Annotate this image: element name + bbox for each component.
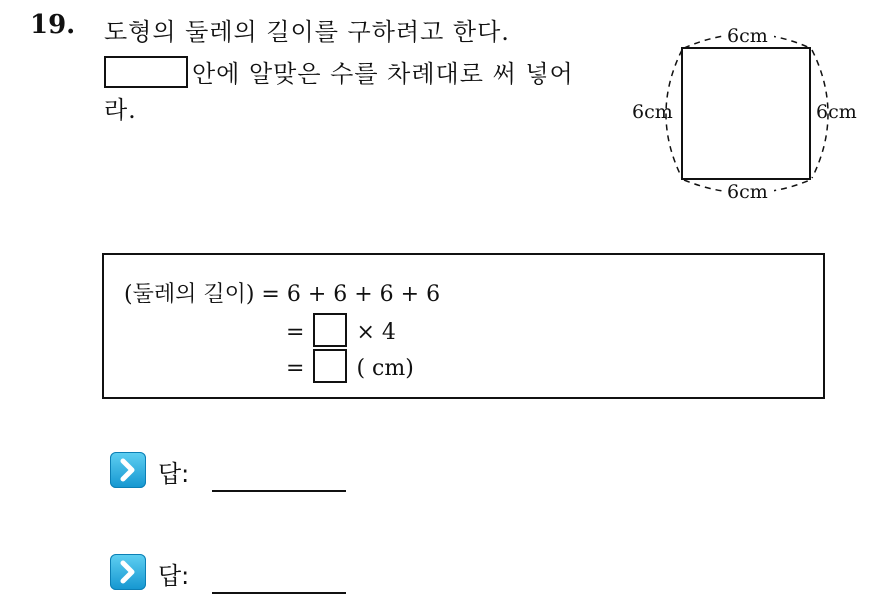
inline-blank-box	[104, 56, 188, 88]
chevron-right-icon	[110, 452, 146, 488]
unit-cm: ( cm)	[356, 356, 414, 381]
bottom-side-label: 6cm	[727, 181, 768, 203]
square-figure	[628, 14, 868, 204]
answer-label: 답:	[158, 562, 190, 590]
top-side-label: 6cm	[727, 25, 768, 47]
chevron-right-icon	[110, 554, 146, 590]
equals-sign: =	[286, 356, 305, 381]
question-number: 19.	[30, 10, 76, 40]
blank-box-1[interactable]	[313, 313, 347, 347]
question-text-line-1: 도형의 둘레의 길이를 구하려고 한다.	[104, 18, 510, 46]
answer-blank-1[interactable]	[212, 490, 346, 492]
right-side-label: 6cm	[816, 101, 857, 123]
times-four: × 4	[356, 320, 396, 345]
equals-sign: =	[286, 320, 305, 345]
perimeter-sum: = 6 + 6 + 6 + 6	[261, 282, 441, 307]
answer-label: 답:	[158, 460, 190, 488]
square-shape	[682, 48, 810, 179]
calc-row-2	[286, 313, 396, 347]
calc-row-1	[124, 277, 440, 308]
question-text-line-3: 라.	[104, 96, 137, 124]
answer-blank-2[interactable]	[212, 592, 346, 594]
square-diagram	[628, 14, 868, 204]
question-text-line-2	[104, 54, 574, 89]
blank-box-2[interactable]	[313, 349, 347, 383]
calc-row-3	[286, 349, 414, 383]
calculation-box	[102, 253, 825, 399]
perimeter-label: (둘레의 길이)	[124, 282, 255, 307]
left-side-label: 6cm	[632, 101, 673, 123]
question-text-line-2-text: 안에 알맞은 수를 차례대로 써 넣어	[192, 60, 574, 88]
